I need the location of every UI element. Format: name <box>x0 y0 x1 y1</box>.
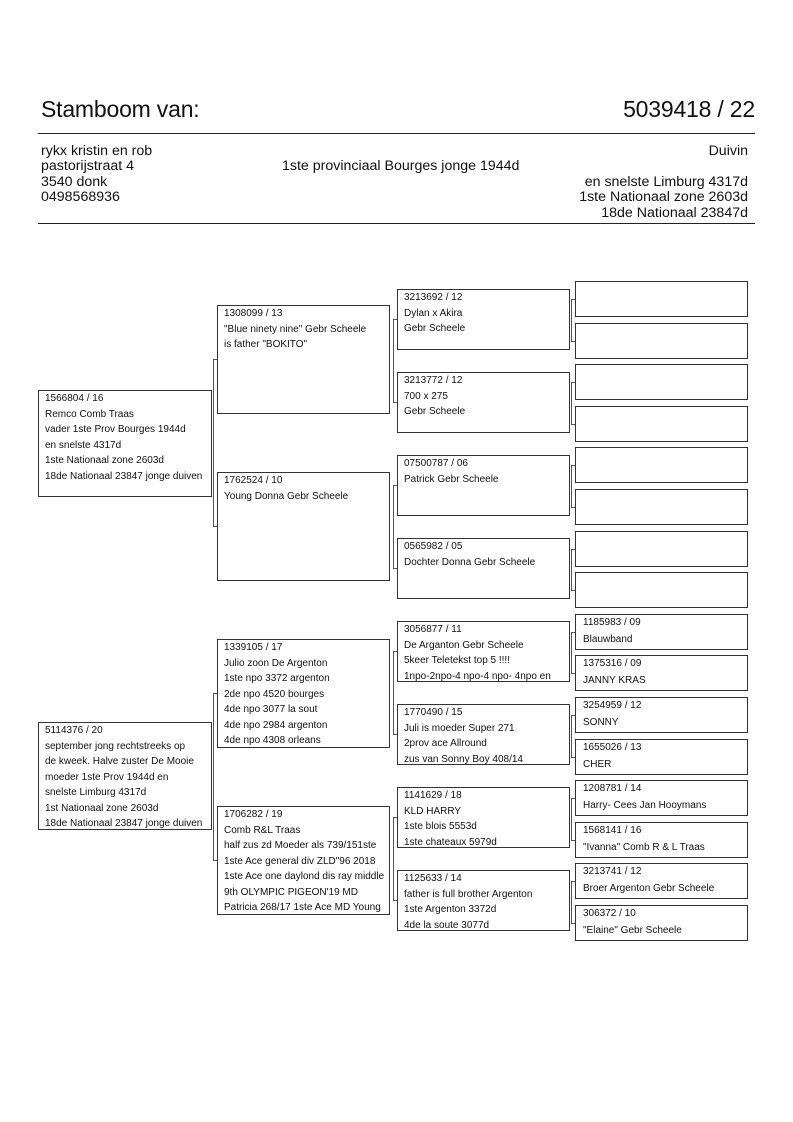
connector-line <box>571 715 572 757</box>
great-great-grandparent-box[interactable] <box>575 697 748 733</box>
connector-line <box>213 359 217 360</box>
connector-line <box>571 465 575 466</box>
great-grandparent-box[interactable] <box>397 538 570 599</box>
pigeon-info-line: Patricia 268/17 1ste Ace MD Young <box>224 902 381 913</box>
achievement-line: 1ste Nationaal zone 2603d <box>579 189 748 206</box>
connector-line <box>213 359 214 526</box>
pigeon-info-line: 1npo-2npo-4 npo-4 npo- 4npo en <box>404 670 551 682</box>
ring-number: 1308099 / 13 <box>224 308 283 319</box>
dam-box[interactable] <box>38 722 212 830</box>
pigeon-info-line: 4de la soute 3077d <box>404 919 490 931</box>
ring-number: 3213692 / 12 <box>404 292 463 303</box>
owner-city: 3540 donk <box>41 173 108 190</box>
ring-number: 3254959 / 12 <box>583 700 642 711</box>
ring-number: 1762524 / 10 <box>224 475 283 486</box>
great-grandparent-box[interactable] <box>397 870 570 931</box>
pigeon-info-line: 4de npo 3077 la sout <box>224 704 318 715</box>
ring-number: 1141629 / 18 <box>404 790 462 801</box>
grandparent-box[interactable] <box>217 639 390 748</box>
connector-line <box>571 549 575 550</box>
great-grandparent-box[interactable] <box>397 455 570 516</box>
achievement-line: 18de Nationaal 23847d <box>601 204 748 221</box>
achievement-line: en snelste Limburg 4317d <box>584 173 748 190</box>
pigeon-info-line: JANNY KRAS <box>583 674 646 686</box>
pigeon-info-line: 4de npo 4308 orleans <box>224 735 321 746</box>
great-grandparent-box[interactable] <box>397 289 570 350</box>
connector-line <box>571 299 572 341</box>
ring-number: 1706282 / 19 <box>224 809 283 820</box>
ring-number: 1185983 / 09 <box>583 617 641 628</box>
pigeon-info-line: Gebr Scheele <box>404 406 466 417</box>
connector-line <box>393 651 397 652</box>
great-great-grandparent-box[interactable] <box>575 739 748 775</box>
pigeon-info-line: 1st Nationaal zone 2603d <box>45 802 159 814</box>
connector-line <box>571 715 575 716</box>
connector-line <box>213 693 214 860</box>
pigeon-info-line: Dochter Donna Gebr Scheele <box>404 556 536 568</box>
connector-line <box>393 651 394 734</box>
pigeon-info-line: Young Donna Gebr Scheele <box>224 490 349 502</box>
great-great-grandparent-box[interactable] <box>575 447 748 483</box>
pigeon-info-line: 1ste Nationaal zone 2603d <box>45 455 164 466</box>
connector-line <box>571 382 575 383</box>
pigeon-info-line: snelste Limburg 4317d <box>45 787 147 798</box>
connector-line <box>213 526 217 527</box>
great-great-grandparent-box[interactable] <box>575 614 748 650</box>
great-grandparent-box[interactable] <box>397 704 570 765</box>
page-title: Stamboom van: <box>41 96 200 122</box>
connector-line <box>571 549 572 590</box>
connector-line <box>393 485 394 568</box>
ring-number: 1770490 / 15 <box>404 707 463 718</box>
pigeon-info-line: Patrick Gebr Scheele <box>404 473 499 485</box>
pigeon-info-line: Harry- Cees Jan Hooymans <box>583 799 707 811</box>
achievements-right <box>579 144 748 221</box>
ring-number: 1125633 / 14 <box>404 873 462 884</box>
great-great-grandparent-box[interactable] <box>575 780 748 816</box>
pigeon-info-line: KLD HARRY <box>404 805 462 817</box>
connector-line <box>571 881 572 923</box>
ring-number: 0565982 / 05 <box>404 541 463 552</box>
pigeon-info-line: 18de Nationaal 23847 jonge duiven <box>45 818 203 829</box>
pigeon-info-line: de kweek. Halve zuster De Mooie <box>45 756 194 767</box>
connector-line <box>571 341 575 342</box>
header-divider <box>38 133 755 134</box>
great-great-grandparent-box[interactable] <box>575 281 748 317</box>
connector-line <box>393 319 397 320</box>
great-grandparent-box[interactable] <box>397 621 570 682</box>
pigeon-info-line: Juli is moeder Super 271 <box>404 722 515 734</box>
ring-number: 1655026 / 13 <box>583 742 642 753</box>
pigeon-info-line: 1ste Argenton 3372d <box>404 904 497 915</box>
ring-number: 1208781 / 14 <box>583 783 642 794</box>
pigeon-info-line: zus van Sonny Boy 408/14 <box>404 753 523 765</box>
pigeon-info-line: 1ste Ace one daylond dis ray middle <box>224 871 385 882</box>
grandparent-box[interactable] <box>217 305 390 414</box>
great-great-grandparent-box[interactable] <box>575 822 748 858</box>
ring-number: 3213741 / 12 <box>583 866 642 877</box>
ring-number: 1339105 / 17 <box>224 642 283 653</box>
great-great-grandparent-box[interactable] <box>575 905 748 941</box>
connector-line <box>571 840 575 841</box>
pigeon-info-line: Remco Comb Traas <box>45 408 134 420</box>
header-bottom-divider <box>38 223 755 224</box>
pigeon-info-line: SONNY <box>583 716 619 728</box>
ring-number: 1568141 / 16 <box>583 825 642 836</box>
sex-label: Duivin <box>708 143 748 159</box>
great-great-grandparent-box[interactable] <box>575 323 748 359</box>
connector-line <box>393 734 397 735</box>
owner-info <box>41 144 152 206</box>
pigeon-info-line: Broer Argenton Gebr Scheele <box>583 882 715 894</box>
ring-number: 3213772 / 12 <box>404 375 463 386</box>
connector-line <box>393 568 397 569</box>
pigeon-info-line: Gebr Scheele <box>404 323 466 334</box>
grandparent-box[interactable] <box>217 806 390 915</box>
pigeon-info-line: CHER <box>583 758 612 770</box>
main-achievement: 1ste provinciaal Bourges jonge 1944d <box>282 158 520 174</box>
pigeon-info-line: 1ste chateaux 5979d <box>404 836 497 848</box>
pigeon-info-line: september jong rechtstreeks op <box>45 740 186 752</box>
pigeon-info-line: 4de npo 2984 argenton <box>224 719 328 731</box>
connector-line <box>213 693 217 694</box>
pigeon-info-line: 2prov ace Allround <box>404 738 487 749</box>
connector-line <box>393 485 397 486</box>
connector-line <box>571 632 575 633</box>
great-grandparent-box[interactable] <box>397 787 570 848</box>
connector-line <box>571 798 572 840</box>
pigeon-info-line: "Blue ninety nine" Gebr Scheele <box>224 323 367 335</box>
connector-line <box>393 319 394 402</box>
grandparent-box[interactable] <box>217 472 390 581</box>
pigeon-info-line: Dylan x Akira <box>404 307 463 319</box>
pigeon-info-line: 1ste Ace general div ZLD"96 2018 <box>224 855 376 867</box>
connector-line <box>571 757 575 758</box>
pigeon-info-line: father is full brother Argenton <box>404 888 533 900</box>
pigeon-info-line: Blauwband <box>583 633 633 645</box>
ring-number: 1375316 / 09 <box>583 658 642 669</box>
connector-line <box>393 817 394 900</box>
owner-phone: 0498568936 <box>41 189 120 206</box>
connector-line <box>571 798 575 799</box>
connector-line <box>571 590 575 591</box>
ring-number: 1566804 / 16 <box>45 393 104 404</box>
owner-street: pastorijstraat 4 <box>41 158 135 175</box>
pigeon-info-line: 700 x 275 <box>404 390 448 402</box>
ring-number: 5114376 / 20 <box>45 725 103 736</box>
pigeon-info-line: "Elaine" Gebr Scheele <box>583 924 682 936</box>
connector-line <box>213 860 217 861</box>
ring-number: 3056877 / 11 <box>404 624 462 635</box>
pigeon-info-line: is father "BOKITO" <box>224 339 308 350</box>
great-great-grandparent-box[interactable] <box>575 489 748 525</box>
pigeon-info-line: 1ste blois 5553d <box>404 821 477 832</box>
connector-line <box>571 299 575 300</box>
connector-line <box>393 817 397 818</box>
sire-box[interactable] <box>38 390 212 497</box>
pigeon-info-line: "Ivanna" Comb R & L Traas <box>583 841 705 853</box>
connector-line <box>571 673 575 674</box>
ring-number: 306372 / 10 <box>583 908 636 919</box>
owner-name: rykx kristin en rob <box>41 143 153 159</box>
great-grandparent-box[interactable] <box>397 372 570 433</box>
great-great-grandparent-box[interactable] <box>575 531 748 567</box>
ring-number: 07500787 / 06 <box>404 458 468 469</box>
connector-line <box>571 382 572 424</box>
great-great-grandparent-box[interactable] <box>575 863 748 899</box>
connector-line <box>571 923 575 924</box>
pigeon-info-line: en snelste 4317d <box>45 439 122 451</box>
connector-line <box>393 402 397 403</box>
pigeon-info-line: De Arganton Gebr Scheele <box>404 639 524 651</box>
pigeon-info-line: half zus zd Moeder als 739/151ste <box>224 840 377 851</box>
great-great-grandparent-box[interactable] <box>575 655 748 691</box>
connector-line <box>571 881 575 882</box>
pigeon-info-line: 9th OLYMPIC PIGEON'19 MD <box>224 886 358 898</box>
pigeon-info-line: 1ste npo 3372 argenton <box>224 673 330 684</box>
ring-number: 5039418 / 22 <box>623 96 755 122</box>
connector-line <box>571 424 575 425</box>
pigeon-info-line: Julio zoon De Argenton <box>224 657 328 669</box>
connector-line <box>571 465 572 507</box>
pigeon-info-line: moeder 1ste Prov 1944d en <box>45 771 169 783</box>
pigeon-info-line: 5keer Teletekst top 5 !!!! <box>404 655 510 666</box>
connector-line <box>571 632 572 673</box>
great-great-grandparent-box[interactable] <box>575 406 748 442</box>
great-great-grandparent-box[interactable] <box>575 572 748 608</box>
pigeon-info-line: 2de npo 4520 bourges <box>224 688 325 700</box>
great-great-grandparent-box[interactable] <box>575 364 748 400</box>
connector-line <box>571 507 575 508</box>
connector-line <box>393 900 397 901</box>
pigeon-info-line: vader 1ste Prov Bourges 1944d <box>45 424 186 435</box>
pigeon-info-line: 18de Nationaal 23847 jonge duiven <box>45 470 203 482</box>
pigeon-info-line: Comb R&L Traas <box>224 824 301 836</box>
